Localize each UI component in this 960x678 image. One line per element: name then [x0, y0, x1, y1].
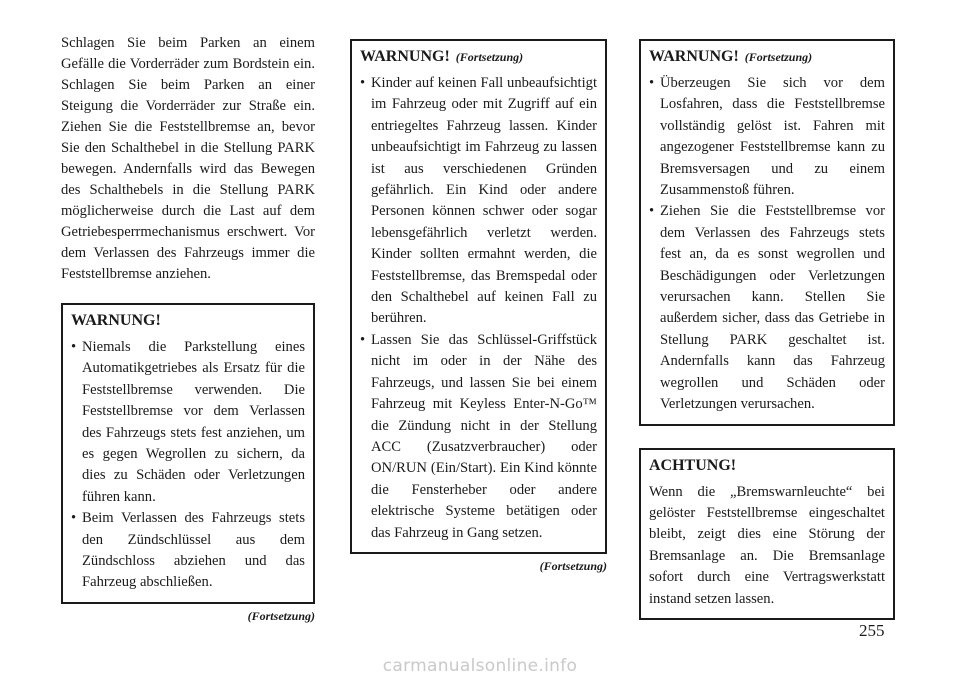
warning-box-left: [61, 303, 315, 604]
bullet: •: [71, 339, 77, 355]
warning-title: WARNUNG! (Fortsetzung): [649, 48, 813, 65]
bullet: •: [360, 331, 366, 348]
warning-list: [649, 73, 885, 416]
continued-label: (Fortsetzung): [539, 558, 607, 573]
caution-box: [639, 448, 895, 620]
warning-list: [71, 337, 305, 594]
middle-column: [350, 39, 607, 574]
bullet: •: [649, 203, 655, 220]
warning-subtitle: (Fortsetzung): [455, 50, 524, 64]
parking-paragraph: Schlagen Sie beim Parken an einem Gefälle die Vorderräder zum Bordstein ein. Schlagen Sie beim Parken an einer Steigung die Vorderräder zur Straße ein. Ziehen Sie die Feststellbremse an, bevor Sie den Schalthebel in die Stellung PARK bewegen. Andernfalls wird das Bewegen des Schalthebels in die Stellung PARK möglicherweise durch die Last auf dem Getriebesperrmechanismus erschwert. Vor dem Verlassen des Fahrzeugs immer die Feststellbremse anziehen.: [61, 35, 315, 282]
warning-item: • Kinder auf keinen Fall unbeaufsichtigt im Fahrzeug oder mit Zugriff auf ein entriegeltes Fahrzeug lassen. Kinder unbeaufsichtigt im Fahrzeug zu lassen ist aus verschiedenen Gründen gefährlich. Ein Kind oder andere Personen können schwer oder sogar lebensgefährlich verletzt werden. Kinder sollten ermahnt werden, die Feststellbremse, das Bremspedal oder den Schalthebel auf keinen Fall zu berühren.: [360, 75, 597, 327]
warning-item: • Beim Verlassen des Fahrzeugs stets den Zündschlüssel aus dem Zündschloss abziehen und das Fahrzeug abschließen.: [71, 510, 305, 591]
warning-item: • Überzeugen Sie sich vor dem Losfahren, dass die Feststellbremse vollständig gelöst ist. Fahren mit angezogener Feststellbremse kann zu Bremsversagen und zu einem Zusammenstoß führen.: [649, 75, 885, 199]
bullet: •: [360, 75, 366, 91]
bullet: •: [649, 75, 655, 91]
warning-title: WARNUNG!: [71, 312, 161, 329]
caution-text: Wenn die „Bremswarnleuchte“ bei gelöster Feststellbremse eingeschaltet bleibt, zeigt dies eine Störung der Bremsanlage an. Die Bremsanlage sofort durch eine Vertragswerkstatt instand setzen lassen.: [649, 483, 885, 607]
warning-list: [360, 73, 597, 544]
watermark: carmanualsonline.info: [382, 656, 578, 676]
warning-subtitle: (Fortsetzung): [744, 50, 813, 64]
right-column: [639, 39, 895, 620]
continued-label: (Fortsetzung): [247, 608, 315, 623]
bullet: •: [71, 510, 77, 527]
warning-title: WARNUNG! (Fortsetzung): [360, 48, 524, 65]
warning-item: • Niemals die Parkstellung eines Automatikgetriebes als Ersatz für die Feststellbremse verwenden. Die Feststellbremse vor dem Verlassen des Fahrzeugs stets fest anziehen, um es gegen Wegrollen zu sichern, da dies zu Schäden oder Verletzungen führen kann.: [71, 339, 305, 505]
warning-box-right: [639, 39, 895, 426]
warning-item: • Lassen Sie das Schlüssel-Griffstück nicht im oder in der Nähe des Fahrzeugs, und lassen Sie bei einem Fahrzeug mit Keyless Enter-N-Go™ die Zündung nicht in der Stellung ACC (Zusatzverbraucher) oder ON/RUN (Ein/Start). Ein Kind könnte die Fensterheber oder andere elektrische Systeme betätigen oder das Fahrzeug in Gang setzen.: [360, 331, 597, 541]
warning-box-middle: [350, 39, 607, 554]
caution-title: ACHTUNG!: [649, 456, 737, 474]
page-number: 255: [859, 621, 885, 640]
left-column: [61, 33, 315, 624]
warning-item: • Ziehen Sie die Feststellbremse vor dem Verlassen des Fahrzeugs stets fest an, da es sonst wegrollen und Beschädigungen oder Verletzungen verursachen kann. Stellen Sie außerdem sicher, dass das Getriebe in Stellung PARK geschaltet ist. Andernfalls kann das Fahrzeug wegrollen und Schäden oder Verletzungen verursachen.: [649, 203, 885, 413]
